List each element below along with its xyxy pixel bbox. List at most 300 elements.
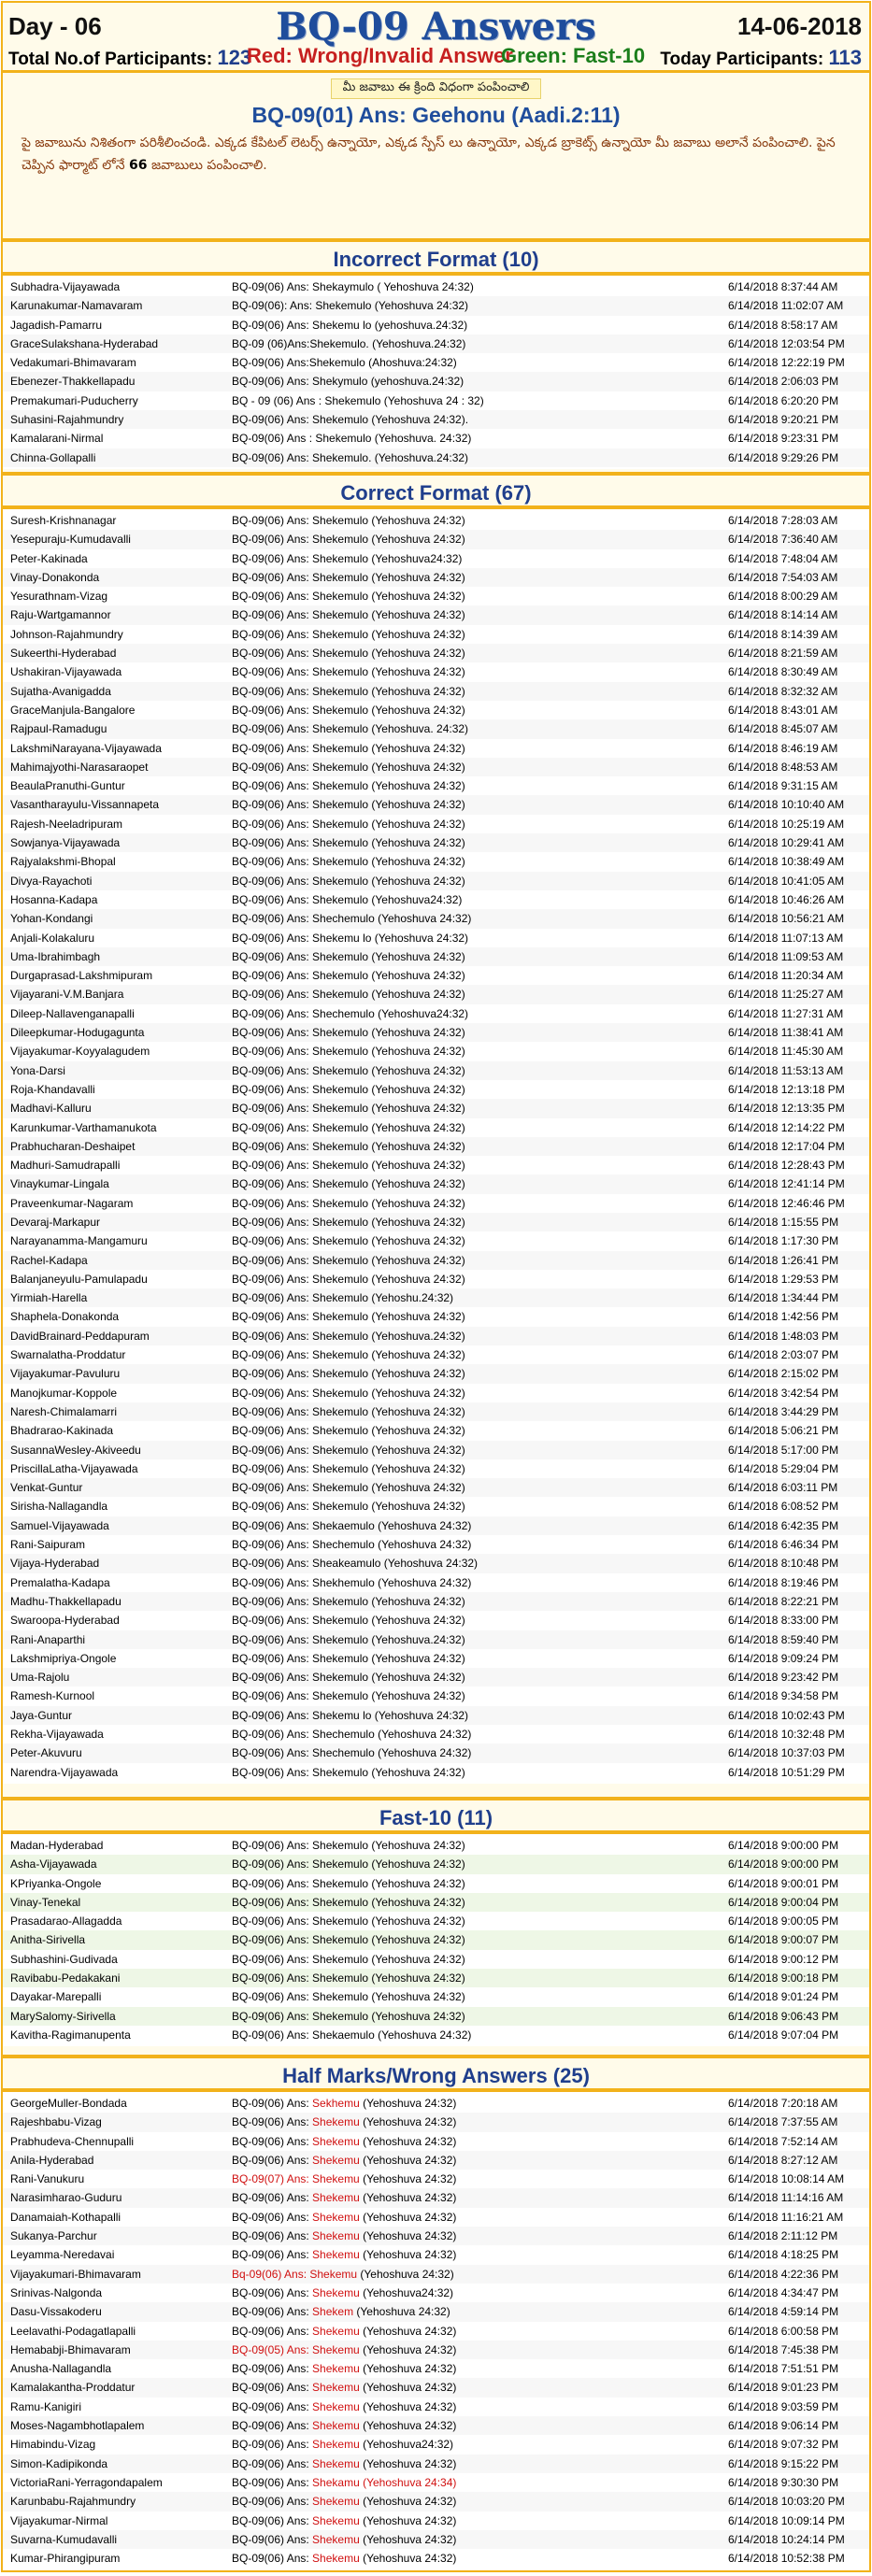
submitted-time: 6/14/2018 11:20:34 AM xyxy=(728,969,844,983)
submitted-time: 6/14/2018 9:07:04 PM xyxy=(728,2028,839,2042)
answer-text: BQ-09(06) Ans: Shekemulo (Yehoshuva 24:32) xyxy=(232,1045,465,1059)
wrong-part: Shekemu xyxy=(312,2115,360,2129)
submitted-time: 6/14/2018 11:53:13 AM xyxy=(728,1063,844,1077)
table-row xyxy=(3,2322,869,2341)
submitted-time: 6/14/2018 10:32:48 PM xyxy=(728,1728,845,1741)
answer-text: BQ-09(06): Ans: Shekemulo (Yehoshuva 24:32) xyxy=(232,299,469,313)
answer-prefix: BQ-09(06) Ans: xyxy=(232,2532,313,2546)
participant-name: Vijayakumar-Koyyalagudem xyxy=(10,1045,150,1059)
answer-prefix: BQ-09(06) Ans: xyxy=(232,2210,313,2224)
participant-name: Suresh-Krishnanagar xyxy=(10,514,117,527)
table-row xyxy=(3,372,869,391)
participant-name: Naresh-Chimalamarri xyxy=(10,1404,118,1418)
answer-text: BQ-09(06) Ans: Shekemulo (Yehoshuva24:32) xyxy=(232,551,463,565)
table-row xyxy=(3,2549,869,2568)
table-row xyxy=(3,1706,869,1725)
answer-text: BQ-09(06) Ans: Shekemulo (Yehoshuva 24:32) xyxy=(232,1424,465,1438)
participant-name: Johnson-Rajahmundry xyxy=(10,627,123,641)
table-row xyxy=(3,2416,869,2435)
wrong-part: Shekemu xyxy=(312,2495,360,2509)
participant-name: Sukanya-Parchur xyxy=(10,2229,97,2243)
answer-prefix: BQ-09(06) Ans: xyxy=(232,2513,313,2527)
answer-text: BQ-09(06) Ans: Shekemulo (Yehoshuva 24:32) xyxy=(232,1139,465,1153)
answer-text: BQ-09(06) Ans: Shekemulo (Yehoshuva 24:32) xyxy=(232,1120,465,1134)
participant-name: Dayakar-Marepalli xyxy=(10,1990,102,2004)
submitted-time: 6/14/2018 10:09:14 PM xyxy=(728,2513,845,2527)
participant-name: MarySalomy-Sirivella xyxy=(10,2009,116,2023)
table-row xyxy=(3,1516,869,1535)
submitted-time: 6/14/2018 8:37:44 AM xyxy=(728,280,838,293)
answer-prefix: BQ-09(06) Ans: xyxy=(232,2153,313,2167)
table-row xyxy=(3,739,869,758)
answer-text: BQ-09(06) Ans: Shekemulo (Yehoshuva 24:32) xyxy=(232,1082,465,1096)
participant-name: Devaraj-Markapur xyxy=(10,1215,101,1229)
answer-text: BQ-09(06) Ans: Shekhemulo (Yehoshuva 24:32) xyxy=(232,1575,472,1589)
participant-name: Jagadish-Pamarru xyxy=(10,318,103,332)
participant-name: Madhavi-Kalluru xyxy=(10,1102,92,1116)
answer-suffix: (Yehoshuva 24:32) xyxy=(359,2381,457,2395)
answer-text: BQ-09(06) Ans: Shekemulo (Yehoshuva 24:32) xyxy=(232,1443,465,1457)
instructions xyxy=(3,73,869,177)
wrong-part: Shekemu xyxy=(312,2191,360,2205)
submitted-time: 6/14/2018 9:00:04 PM xyxy=(728,1895,839,1909)
participant-name: Rekha-Vijayawada xyxy=(10,1728,104,1741)
participant-name: Kamalarani-Nirmal xyxy=(10,432,104,446)
section-incorrect xyxy=(3,238,869,469)
table-row xyxy=(3,511,869,530)
participant-name: Yohan-Kondangi xyxy=(10,912,93,926)
participant-name: Himabindu-Vizag xyxy=(10,2438,96,2452)
table-row xyxy=(3,1912,869,1930)
answer-text: BQ-09(06) Ans: Shekemulo (Yehoshuva 24:32) xyxy=(232,1386,465,1400)
answer-text xyxy=(232,2512,718,2530)
answer-text: BQ-09(06) Ans: Shekemulo (Yehoshuva 24:32) xyxy=(232,988,465,1002)
participant-name: VictoriaRani-Yerragondapalem xyxy=(10,2475,163,2489)
answer-text: BQ-09(06) Ans: Shekaymulo ( Yehoshuva 24:32) xyxy=(232,280,474,293)
table-row xyxy=(3,2265,869,2284)
answer-text xyxy=(232,2473,718,2492)
answer-prefix: BQ-09(06) Ans: xyxy=(232,2399,313,2413)
answer-text: BQ-09(06) Ans: Shechemulo (Yehoshuva 24:32) xyxy=(232,1746,472,1760)
answer-text: BQ-09(06) Ans: Shekemulo (Yehoshuva 24:32) xyxy=(232,627,465,641)
participant-name: Rajesh-Neeladripuram xyxy=(10,817,123,831)
answer-prefix: BQ-09(06) Ans: xyxy=(232,2495,313,2509)
table-row xyxy=(3,1023,869,1042)
submitted-time: 6/14/2018 10:08:14 AM xyxy=(728,2172,845,2186)
table-row xyxy=(3,1288,869,1307)
table-row xyxy=(3,1611,869,1630)
answer-text: BQ-09(06) Ans: Shekemulo (Yehoshuva 24:32) xyxy=(232,1500,465,1514)
submitted-time: 6/14/2018 9:00:12 PM xyxy=(728,1952,839,1966)
answer-text: BQ-09(06) Ans: Shekemulo (Yehoshuva 24:32) xyxy=(232,1215,465,1229)
answer-suffix: (Yehoshuva 24:32) xyxy=(359,2324,457,2338)
answer-suffix: (Yehoshuva 24:32) xyxy=(359,2532,457,2546)
table-row xyxy=(3,1174,869,1193)
answer-text: BQ-09(06) Ans: Shekemulo (Yehoshuva 24:32) xyxy=(232,1933,465,1947)
answer-suffix: (Yehoshuva 24:32) xyxy=(359,2229,457,2243)
answer-suffix: (Yehoshuva 24:32) xyxy=(353,2305,450,2319)
submitted-time: 6/14/2018 11:14:16 AM xyxy=(728,2191,844,2205)
submitted-time: 6/14/2018 6:42:35 PM xyxy=(728,1518,839,1532)
answer-text: BQ-09(06) Ans: Shekemulo (Yehoshu.24:32) xyxy=(232,1291,454,1305)
answer-text: BQ-09(06) Ans: Shekemulo (Yehoshuva 24:32) xyxy=(232,1839,465,1852)
participant-name: Prabhudeva-Chennupalli xyxy=(10,2134,135,2148)
table-row xyxy=(3,2227,869,2245)
submitted-time: 6/14/2018 8:32:32 AM xyxy=(728,684,838,698)
answer-prefix: BQ-09(06) Ans: xyxy=(232,2438,313,2452)
wrong-part: Shekemu xyxy=(312,2419,360,2433)
answer-text: BQ-09(06) Ans: Shekemulo (Yehoshuva 24:32) xyxy=(232,741,465,755)
submitted-time: 6/14/2018 9:15:22 PM xyxy=(728,2456,839,2470)
participant-name: Rajeshbabu-Vizag xyxy=(10,2115,102,2129)
answer-text xyxy=(232,2170,718,2188)
answer-text xyxy=(232,2151,718,2170)
table-row xyxy=(3,1421,869,1440)
participant-name: Vasantharayulu-Vissannapeta xyxy=(10,798,159,812)
section-correct xyxy=(3,472,869,1784)
table-row xyxy=(3,1384,869,1402)
table-row xyxy=(3,2378,869,2397)
answer-text: BQ - 09 (06) Ans : Shekemulo (Yehoshuva 24 : 32) xyxy=(232,393,484,407)
answer-suffix: (Yehoshuva 24:32) xyxy=(359,2513,457,2527)
participant-name: Vijaya-Hyderabad xyxy=(10,1557,100,1571)
answer-prefix: BQ-09(06) Ans: xyxy=(232,2419,313,2433)
answer-text: BQ-09(06) Ans: Shekemulo (Yehoshuva 24:32) xyxy=(232,969,465,983)
answer-text xyxy=(232,2284,718,2302)
table-row xyxy=(3,1686,869,1705)
participant-name: Anusha-Nallagandla xyxy=(10,2362,112,2376)
participant-name: Karunbabu-Rajahmundry xyxy=(10,2495,136,2509)
answer-text xyxy=(232,2227,718,2245)
answer-prefix: BQ-09(06) Ans: xyxy=(232,2305,313,2319)
table-row xyxy=(3,1987,869,2006)
list-incorrect xyxy=(3,276,869,469)
submitted-time: 6/14/2018 9:00:18 PM xyxy=(728,1971,839,1985)
answer-text: BQ-09(06) Ans: Shekemulo (Yehoshuva 24:32) xyxy=(232,1651,465,1665)
participant-name: Yesepuraju-Kumudavalli xyxy=(10,533,131,547)
table-row xyxy=(3,1251,869,1270)
submitted-time: 6/14/2018 11:38:41 AM xyxy=(728,1026,844,1040)
table-row xyxy=(3,2359,869,2378)
table-row xyxy=(3,2512,869,2530)
answer-text: BQ-09(06) Ans: Shekemulo (Yehoshuva 24:32) xyxy=(232,1234,465,1248)
table-row xyxy=(3,296,869,315)
table-row xyxy=(3,1950,869,1969)
wrong-part: Bq-09(06) Ans: Shekemu xyxy=(232,2267,358,2281)
instruction-count: 66 xyxy=(129,158,148,173)
table-row xyxy=(3,278,869,296)
submitted-time: 6/14/2018 8:00:29 AM xyxy=(728,590,838,604)
submitted-time: 6/14/2018 6:08:52 PM xyxy=(728,1500,839,1514)
participant-name: PriscillaLatha-Vijayawada xyxy=(10,1461,138,1475)
participant-name: Sujatha-Avanigadda xyxy=(10,684,111,698)
participant-name: Sirisha-Nallagandla xyxy=(10,1500,108,1514)
section-title-incorrect: Incorrect Format (10) xyxy=(3,238,869,276)
submitted-time: 6/14/2018 10:37:03 PM xyxy=(728,1746,845,1760)
participant-name: Prasadarao-Allagadda xyxy=(10,1914,122,1928)
submitted-time: 6/14/2018 7:37:55 AM xyxy=(728,2115,838,2129)
participant-name: Hemababji-Bhimavaram xyxy=(10,2342,131,2356)
participant-name: Praveenkumar-Nagaram xyxy=(10,1196,134,1210)
table-row xyxy=(3,1118,869,1137)
answer-text: BQ-09(06) Ans: Shekemu lo (Yehoshuva 24:32) xyxy=(232,931,469,945)
answer-text: BQ-09(06) Ans: Shekemulo (Yehoshuva 24:32) xyxy=(232,1671,465,1685)
submitted-time: 6/14/2018 8:22:21 PM xyxy=(728,1594,839,1608)
table-row xyxy=(3,1969,869,1987)
submitted-time: 6/14/2018 9:00:05 PM xyxy=(728,1914,839,1928)
date-label: 14-06-2018 xyxy=(737,12,862,40)
section-fast xyxy=(3,1797,869,2046)
answer-text: BQ-09(06) Ans: Shekemulo (Yehoshuva 24:32) xyxy=(232,817,465,831)
submitted-time: 6/14/2018 3:44:29 PM xyxy=(728,1404,839,1418)
answer-prefix: BQ-09(06) Ans: xyxy=(232,2191,313,2205)
wrong-part: Shekem xyxy=(312,2305,354,2319)
submitted-time: 6/14/2018 8:59:40 PM xyxy=(728,1632,839,1646)
answer-text: BQ-09(06) Ans: Shekemulo (Yehoshuva. 24:32) xyxy=(232,722,469,736)
answer-text xyxy=(232,2302,718,2321)
participant-name: Simon-Kadipikonda xyxy=(10,2456,108,2470)
participant-name: Vijayakumar-Nirmal xyxy=(10,2513,108,2527)
answer-text xyxy=(232,2378,718,2397)
table-row xyxy=(3,852,869,871)
answer-text: BQ-09(06) Ans: Shekemulo (Yehoshuva 24:32) xyxy=(232,1272,465,1286)
table-row xyxy=(3,872,869,890)
participant-name: Yesurathnam-Vizag xyxy=(10,590,108,604)
participant-name: Vinaykumar-Lingala xyxy=(10,1177,109,1191)
answer-text xyxy=(232,2132,718,2151)
answer-prefix: BQ-09(06) Ans: xyxy=(232,2362,313,2376)
table-row xyxy=(3,815,869,833)
participant-name: Vedakumari-Bhimavaram xyxy=(10,356,136,370)
answer-text: BQ-09(06) Ans: Shekemulo (Yehoshuva 24:32) xyxy=(232,1063,465,1077)
table-row xyxy=(3,549,869,568)
participant-name: SusannaWesley-Akiveedu xyxy=(10,1443,141,1457)
answer-suffix: (Yehoshuva24:32) xyxy=(359,2438,454,2452)
participant-name: Roja-Khandavalli xyxy=(10,1082,95,1096)
participant-name: Rajyalakshmi-Bhopal xyxy=(10,855,116,869)
table-row xyxy=(3,2341,869,2359)
wrong-part: BQ-09(05) Ans: Shekemu xyxy=(232,2342,360,2356)
participant-name: Vinay-Donakonda xyxy=(10,570,100,584)
answer-text: BQ-09(06) Ans: Shechemulo (Yehoshuva 24:32) xyxy=(232,1728,472,1741)
participant-name: BeaulaPranuthi-Guntur xyxy=(10,779,125,793)
participant-name: Venkat-Guntur xyxy=(10,1481,83,1495)
participant-name: Mahimajyothi-Narasaraopet xyxy=(10,760,149,774)
answer-text: BQ-09(06) Ans: Shekemulo (Yehoshuva 24:32) xyxy=(232,1026,465,1040)
answer-prefix: BQ-09(06) Ans: xyxy=(232,2097,313,2110)
participant-name: Vijayarani-V.M.Banjara xyxy=(10,988,124,1002)
submitted-time: 6/14/2018 7:28:03 AM xyxy=(728,514,838,527)
submitted-time: 6/14/2018 9:00:01 PM xyxy=(728,1876,839,1890)
table-row xyxy=(3,1231,869,1250)
answer-prefix: BQ-09(06) Ans: xyxy=(232,2229,313,2243)
participant-name: Narayanamma-Mangamuru xyxy=(10,1234,148,1248)
submitted-time: 6/14/2018 9:29:26 PM xyxy=(728,450,839,464)
participant-name: Dileep-Nallavenganapalli xyxy=(10,1006,135,1020)
submitted-time: 6/14/2018 8:45:07 AM xyxy=(728,722,838,736)
answer-suffix: (Yehoshuva 24:32) xyxy=(359,2495,457,2509)
table-row xyxy=(3,2398,869,2416)
answer-text: BQ-09(06) Ans: Shekemulo (Yehoshuva 24:32) xyxy=(232,647,465,661)
submitted-time: 6/14/2018 12:13:18 PM xyxy=(728,1082,845,1096)
answer-text: BQ-09(06) Ans: Shekemulo (Yehoshuva 24:32) xyxy=(232,1895,465,1909)
submitted-time: 6/14/2018 5:29:04 PM xyxy=(728,1461,839,1475)
table-row xyxy=(3,334,869,353)
answer-suffix: (Yehoshuva 24:32) xyxy=(359,2097,457,2110)
participant-name: Swaroopa-Hyderabad xyxy=(10,1614,120,1628)
submitted-time: 6/14/2018 2:03:07 PM xyxy=(728,1348,839,1362)
participant-name: Moses-Nagambhotlapalem xyxy=(10,2419,145,2433)
table-row xyxy=(3,1478,869,1497)
submitted-time: 6/14/2018 10:51:29 PM xyxy=(728,1765,845,1779)
table-row xyxy=(3,701,869,719)
table-row xyxy=(3,1573,869,1592)
answer-text: BQ-09(06) Ans: Shechemulo (Yehoshuva 24:32) xyxy=(232,912,472,926)
table-row xyxy=(3,1535,869,1554)
participant-name: Rajpaul-Ramadugu xyxy=(10,722,107,736)
answer-text: BQ-09(06) Ans: Shekemulo (Yehoshuva 24:32) xyxy=(232,1367,465,1381)
submitted-time: 6/14/2018 10:29:41 AM xyxy=(728,836,845,850)
table-row xyxy=(3,587,869,605)
submitted-time: 6/14/2018 8:21:59 AM xyxy=(728,647,838,661)
submitted-time: 6/14/2018 7:52:14 AM xyxy=(728,2134,838,2148)
table-row xyxy=(3,2132,869,2151)
answer-text: BQ-09(06) Ans: Shekemulo (Yehoshuva 24:32) xyxy=(232,836,465,850)
submitted-time: 6/14/2018 7:45:38 PM xyxy=(728,2342,839,2356)
instruction-text xyxy=(21,132,851,177)
answer-text: BQ-09(06) Ans: Shekemulo (Yehoshuva 24:32) xyxy=(232,1990,465,2004)
table-row xyxy=(3,1213,869,1231)
submitted-time: 6/14/2018 12:28:43 PM xyxy=(728,1159,845,1173)
answer-text xyxy=(232,2435,718,2454)
participant-name: Leelavathi-Podagatlapalli xyxy=(10,2324,136,2338)
total-participants xyxy=(8,46,251,70)
participant-name: Madhu-Thakkellapadu xyxy=(10,1594,122,1608)
table-row xyxy=(3,2007,869,2026)
submitted-time: 6/14/2018 11:09:53 AM xyxy=(728,949,844,963)
participant-name: Samuel-Vijayawada xyxy=(10,1518,109,1532)
answer-prefix: BQ-09(06) Ans: xyxy=(232,2115,313,2129)
table-row xyxy=(3,947,869,966)
answer-text: BQ-09(06) Ans: Shekemulo (Yehoshuva 24:32) xyxy=(232,533,465,547)
table-row xyxy=(3,410,869,429)
answer-text: BQ-09(06) Ans: Shekemulo (Yehoshuva.24:32) xyxy=(232,1632,465,1646)
submitted-time: 6/14/2018 1:15:55 PM xyxy=(728,1215,839,1229)
submitted-time: 6/14/2018 9:01:24 PM xyxy=(728,1990,839,2004)
section-title-half: Half Marks/Wrong Answers (25) xyxy=(3,2055,869,2092)
table-row xyxy=(3,1763,869,1782)
wrong-part: Shekemu xyxy=(312,2248,360,2262)
participant-name: Raju-Wartgamannor xyxy=(10,608,111,622)
submitted-time: 6/14/2018 6:46:34 PM xyxy=(728,1538,839,1552)
wrong-part: Shekemu xyxy=(312,2399,360,2413)
participant-name: Rani-Vanukuru xyxy=(10,2172,85,2186)
answer-text xyxy=(232,2416,718,2435)
table-row xyxy=(3,2284,869,2302)
participant-name: Dasu-Vissakoderu xyxy=(10,2305,102,2319)
table-row xyxy=(3,1874,869,1893)
table-row xyxy=(3,1930,869,1949)
participant-name: Anitha-Sirivella xyxy=(10,1933,86,1947)
table-row xyxy=(3,1156,869,1174)
table-row xyxy=(3,391,869,410)
participant-name: DavidBrainard-Peddapuram xyxy=(10,1329,150,1343)
submitted-time: 6/14/2018 9:34:58 PM xyxy=(728,1689,839,1703)
participant-name: Rani-Anaparthi xyxy=(10,1632,86,1646)
submitted-time: 6/14/2018 11:02:07 AM xyxy=(728,299,844,313)
table-row xyxy=(3,1402,869,1421)
submitted-time: 6/14/2018 8:27:12 AM xyxy=(728,2153,838,2167)
participant-name: Karunkumar-Varthamanukota xyxy=(10,1120,157,1134)
answer-text: BQ-09(06) Ans: Shekymulo (yehoshuva.24:32) xyxy=(232,375,465,389)
answer-text: BQ-09(06) Ans: Shekemulo (Yehoshuva 24:32) xyxy=(232,1253,465,1267)
table-row xyxy=(3,568,869,587)
wrong-part: Sekhemu xyxy=(312,2097,360,2110)
participant-name: GraceSulakshana-Hyderabad xyxy=(10,336,159,350)
answer-text: BQ-09(06) Ans: Shekemulo (Yehoshuva 24:32). xyxy=(232,413,469,427)
table-row xyxy=(3,1649,869,1668)
answer-text: BQ-09(06) Ans: Shekemu lo (yehoshuva.24:32) xyxy=(232,318,468,332)
participant-name: Chinna-Gollapalli xyxy=(10,450,96,464)
participant-name: Rachel-Kadapa xyxy=(10,1253,88,1267)
table-row xyxy=(3,2170,869,2188)
answer-text: BQ-09(06) Ans: Shekemulo (Yehoshuva 24:32) xyxy=(232,779,465,793)
submitted-time: 6/14/2018 8:14:14 AM xyxy=(728,608,838,622)
answer-suffix: (Yehoshuva 24:32) xyxy=(357,2267,454,2281)
total-label: Total No.of Participants: xyxy=(8,50,213,69)
table-row xyxy=(3,2151,869,2170)
answer-text: BQ-09(06) Ans: Shekemulo (Yehoshuva 24:32) xyxy=(232,1876,465,1890)
table-row xyxy=(3,316,869,334)
submitted-time: 6/14/2018 8:46:19 AM xyxy=(728,741,838,755)
participant-name: Kumar-Phirangipuram xyxy=(10,2552,121,2566)
answer-text xyxy=(232,2188,718,2207)
submitted-time: 6/14/2018 6:20:20 PM xyxy=(728,393,839,407)
answer-prefix: BQ-09(06) Ans: xyxy=(232,2475,313,2489)
submitted-time: 6/14/2018 12:03:54 PM xyxy=(728,336,845,350)
table-row xyxy=(3,795,869,814)
day-label: Day - 06 xyxy=(8,12,102,40)
participant-name: Jaya-Guntur xyxy=(10,1708,73,1722)
participant-name: Kamalakantha-Proddatur xyxy=(10,2381,136,2395)
wrong-part: Shekemu xyxy=(312,2362,360,2376)
table-row xyxy=(3,929,869,947)
table-row xyxy=(3,448,869,467)
table-row xyxy=(3,2492,869,2511)
table-row xyxy=(3,1345,869,1364)
participant-name: Narasimharao-Guduru xyxy=(10,2191,122,2205)
participant-name: Dileepkumar-Hodugagunta xyxy=(10,1026,145,1040)
participant-name: Danamaiah-Kothapalli xyxy=(10,2210,122,2224)
participant-name: Yirmiah-Harella xyxy=(10,1291,88,1305)
participant-name: Rani-Saipuram xyxy=(10,1538,86,1552)
table-row xyxy=(3,662,869,681)
participant-name: Shaphela-Donakonda xyxy=(10,1310,120,1324)
answer-suffix: (Yehoshuva 24:32) xyxy=(359,2362,457,2376)
submitted-time: 6/14/2018 9:30:30 PM xyxy=(728,2475,839,2489)
participant-name: Premakumari-Puducherry xyxy=(10,393,138,407)
today-value: 113 xyxy=(828,46,862,69)
answer-text: BQ-09(06) Ans: Shekemulo (Yehoshuva 24:32) xyxy=(232,1481,465,1495)
answer-text xyxy=(232,2455,718,2473)
submitted-time: 6/14/2018 1:48:03 PM xyxy=(728,1329,839,1343)
answer-suffix: (Yehoshuva 24:32) xyxy=(359,2552,457,2566)
table-row xyxy=(3,1554,869,1573)
answer-text xyxy=(232,2265,718,2284)
submitted-time: 6/14/2018 8:30:49 AM xyxy=(728,665,838,679)
answer-text: BQ-09(06) Ans: Shekemulo (Yehoshuva 24:32) xyxy=(232,1177,465,1191)
answer-text: BQ-09(06) Ans: Shekemulo (Yehoshuva 24:32) xyxy=(232,1952,465,1966)
